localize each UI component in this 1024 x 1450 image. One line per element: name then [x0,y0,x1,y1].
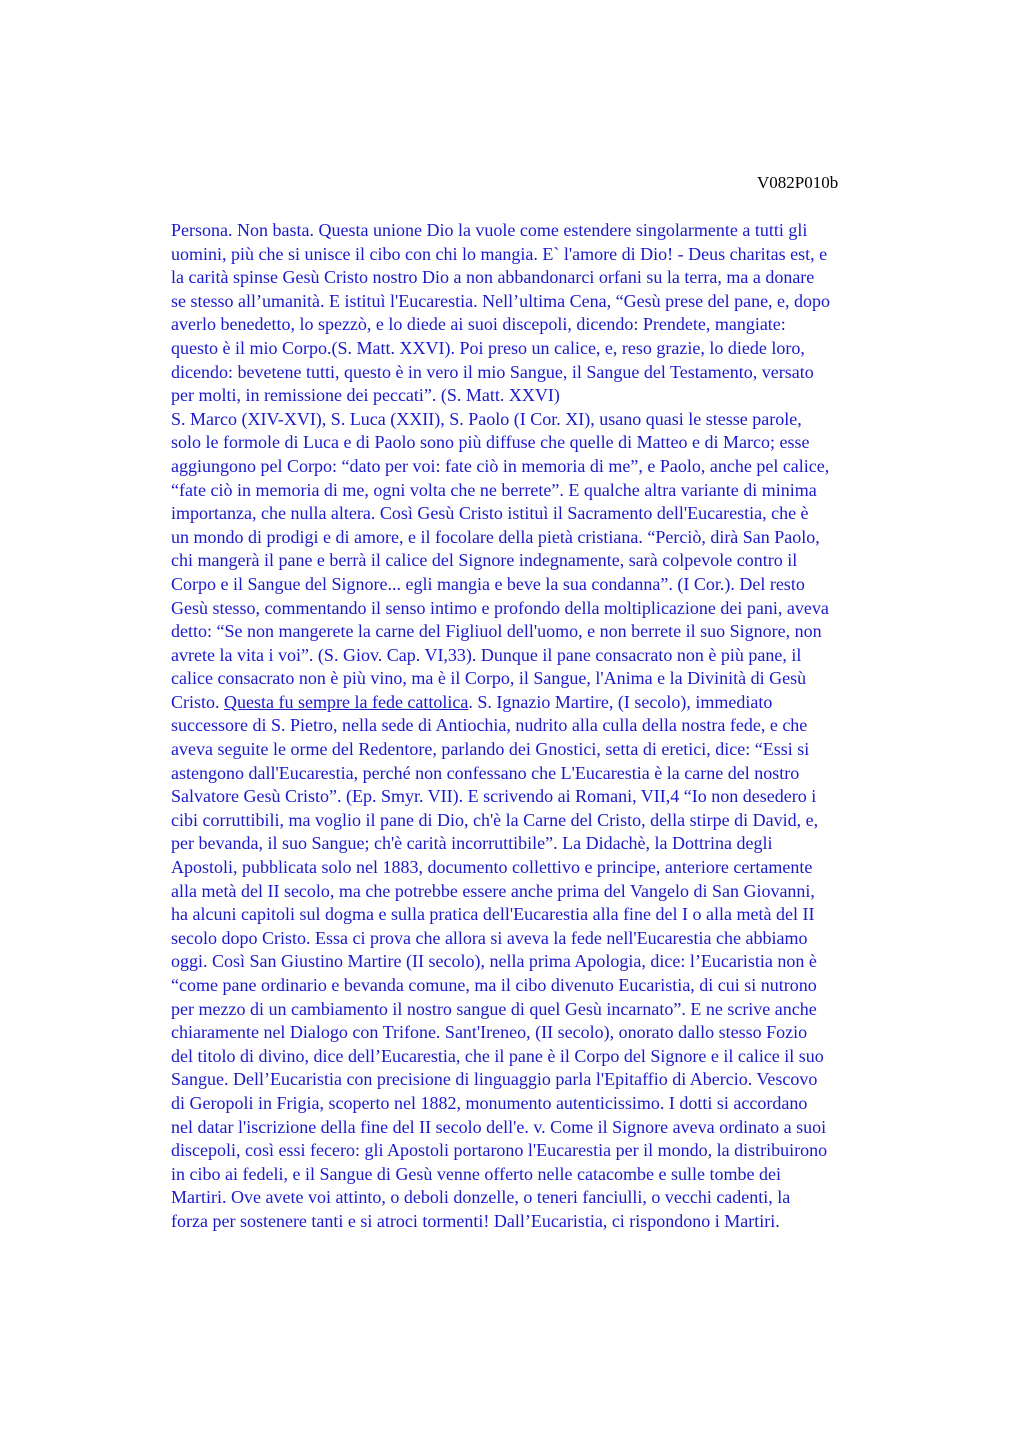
text-line: Gesù stesso, commentando il senso intimo e profondo della moltiplicazione dei pani, aveva [171,597,829,618]
text-line: S. Marco (XIV-XVI), S. Luca (XXII), S. Paolo (I Cor. XI), usano quasi le stesse parole, [171,408,802,429]
text-line: Salvatore Gesù Cristo”. (Ep. Smyr. VII). E scrivendo ai Romani, VII,4 “Io non desedero i [171,786,817,807]
text-line: dicendo: bevetene tutti, questo è in vero il mio Sangue, il Sangue del Testamento, versato [171,361,814,382]
text-line: uomini, più che si unisce il cibo con chi lo mangia. E` l'amore di Dio! - Deus charitas est, e [171,243,828,264]
text-line: alla metà del II secolo, ma che potrebbe essere anche prima del Vangelo di San Giovanni, [171,880,815,901]
text-line: aveva seguite le orme del Redentore, parlando dei Gnostici, setta di eretici, dice: “Essi si [171,739,810,760]
text-line: Corpo e il Sangue del Signore... egli mangia e beve la sua condanna”. (I Cor.). Del resto [171,573,805,594]
text-line: “fate ciò in memoria di me, ogni volta che ne berrete”. E qualche altra variante di minima [171,479,817,500]
text-line: per bevanda, il suo Sangue; ch'è carità incorruttibile”. La Didachè, la Dottrina degli [171,833,773,854]
text-line: di Geropoli in Frigia, scoperto nel 1882, monumento autenticissimo. I dotti si accordano [171,1092,808,1113]
text-line: oggi. Così San Giustino Martire (II secolo), nella prima Apologia, dice: l’Eucaristia non è [171,951,817,972]
text-line: in cibo ai fedeli, e il Sangue di Gesù venne offerto nelle catacombe e sulle tombe dei [171,1163,781,1184]
underlined-phrase: Questa fu sempre la fede cattolica [224,691,469,712]
text-line: chi mangerà il pane e berrà il calice del Signore indegnamente, sarà colpevole contro il [171,550,798,571]
text-line: avrete la vita i voi”. (S. Giov. Cap. VI,33). Dunque il pane consacrato non è più pane, il [171,644,802,665]
text-line: per mezzo di un cambiamento il nostro sangue di quel Gesù incarnato”. E ne scrive anche [171,998,817,1019]
text-line: Sangue. Dell’Eucaristia con precisione di linguaggio parla l'Epitaffio di Abercio. Vescovo [171,1069,818,1090]
text-line: per molti, in remissione dei peccati”. (S. Matt. XXVI) [171,385,560,406]
text-line: aggiungono pel Corpo: “dato per voi: fate ciò in memoria di me”, e Paolo, anche pel calice, [171,455,830,476]
text-line: del titolo di divino, dice dell’Eucarestia, che il pane è il Corpo del Signore e il calice il suo [171,1045,824,1066]
text-line: se stesso all’umanità. E istituì l'Eucarestia. Nell’ultima Cena, “Gesù prese del pane, e, dopo [171,290,831,311]
text-line: Persona. Non basta. Questa unione Dio la vuole come estendere singolarmente a tutti gli [171,220,808,240]
text-line: un mondo di prodigi e di amore, e il focolare della pietà cristiana. “Perciò, dirà San Paolo, [171,526,820,547]
text-line: calice consacrato non è più vino, ma è il Corpo, il Sangue, l'Anima e la Divinità di Gesù [171,668,807,689]
text-line: nel datar l'iscrizione della fine del II secolo dell'e. v. Come il Signore aveva ordinato a suoi [171,1116,827,1137]
text-line: questo è il mio Corpo.(S. Matt. XXVI). Poi preso un calice, e, reso grazie, lo diede loro, [171,337,805,358]
page-id: V082P010b [757,173,839,192]
text-line-with-underline [171,691,941,715]
text-line: successore di S. Pietro, nella sede di Antiochia, nudrito alla culla della nostra fede, e che [171,715,808,736]
text-line: Apostoli, pubblicata solo nel 1883, documento collettivo e principe, anteriore certamente [171,857,813,878]
text-line: detto: “Se non mangerete la carne del Figliuol dell'uomo, e non berrete il suo Signore, non [171,621,822,642]
text-line: astengono dall'Eucarestia, perché non confessano che L'Eucarestia è la carne del nostro [171,762,800,783]
text-line: solo le formole di Luca e di Paolo sono più diffuse che quelle di Matteo e di Marco; esse [171,432,810,453]
text-line: cibi corruttibili, ma voglio il pane di Dio, ch'è la Carne del Cristo, della stirpe di David, e, [171,809,819,830]
body-text [171,219,941,1234]
text-line: la carità spinse Gesù Cristo nostro Dio a non abbandonarci orfani su la terra, ma a donare [171,267,815,288]
line-start: Cristo. [171,691,225,712]
text-line: chiaramente nel Dialogo con Trifone. Sant'Ireneo, (II secolo), onorato dallo stesso Fozio [171,1022,808,1043]
text-line: discepoli, così essi fecero: gli Apostoli portarono l'Eucarestia per il mondo, la distribuirono [171,1140,828,1161]
text-line: ha alcuni capitoli sul dogma e sulla pratica dell'Eucarestia alla fine del I o alla metà del II [171,904,815,925]
line-end: . S. Ignazio Martire, (I secolo), immediato [468,691,773,712]
text-line: forza per sostenere tanti e si atroci tormenti! Dall’Eucaristia, ci rispondono i Martiri. [171,1210,780,1231]
text-line: Martiri. Ove avete voi attinto, o deboli donzelle, o teneri fanciulli, o vecchi cadenti, la [171,1187,791,1208]
text-line: secolo dopo Cristo. Essa ci prova che allora si aveva la fede nell'Eucarestia che abbiamo [171,927,808,948]
text-line: importanza, che nulla altera. Così Gesù Cristo istituì il Sacramento dell'Eucarestia, che è [171,503,809,524]
text-line: “come pane ordinario e bevanda comune, ma il cibo divenuto Eucaristia, di cui si nutrono [171,975,817,995]
text-line: averlo benedetto, lo spezzò, e lo diede ai suoi discepoli, dicendo: Prendete, mangiate: [171,314,786,335]
